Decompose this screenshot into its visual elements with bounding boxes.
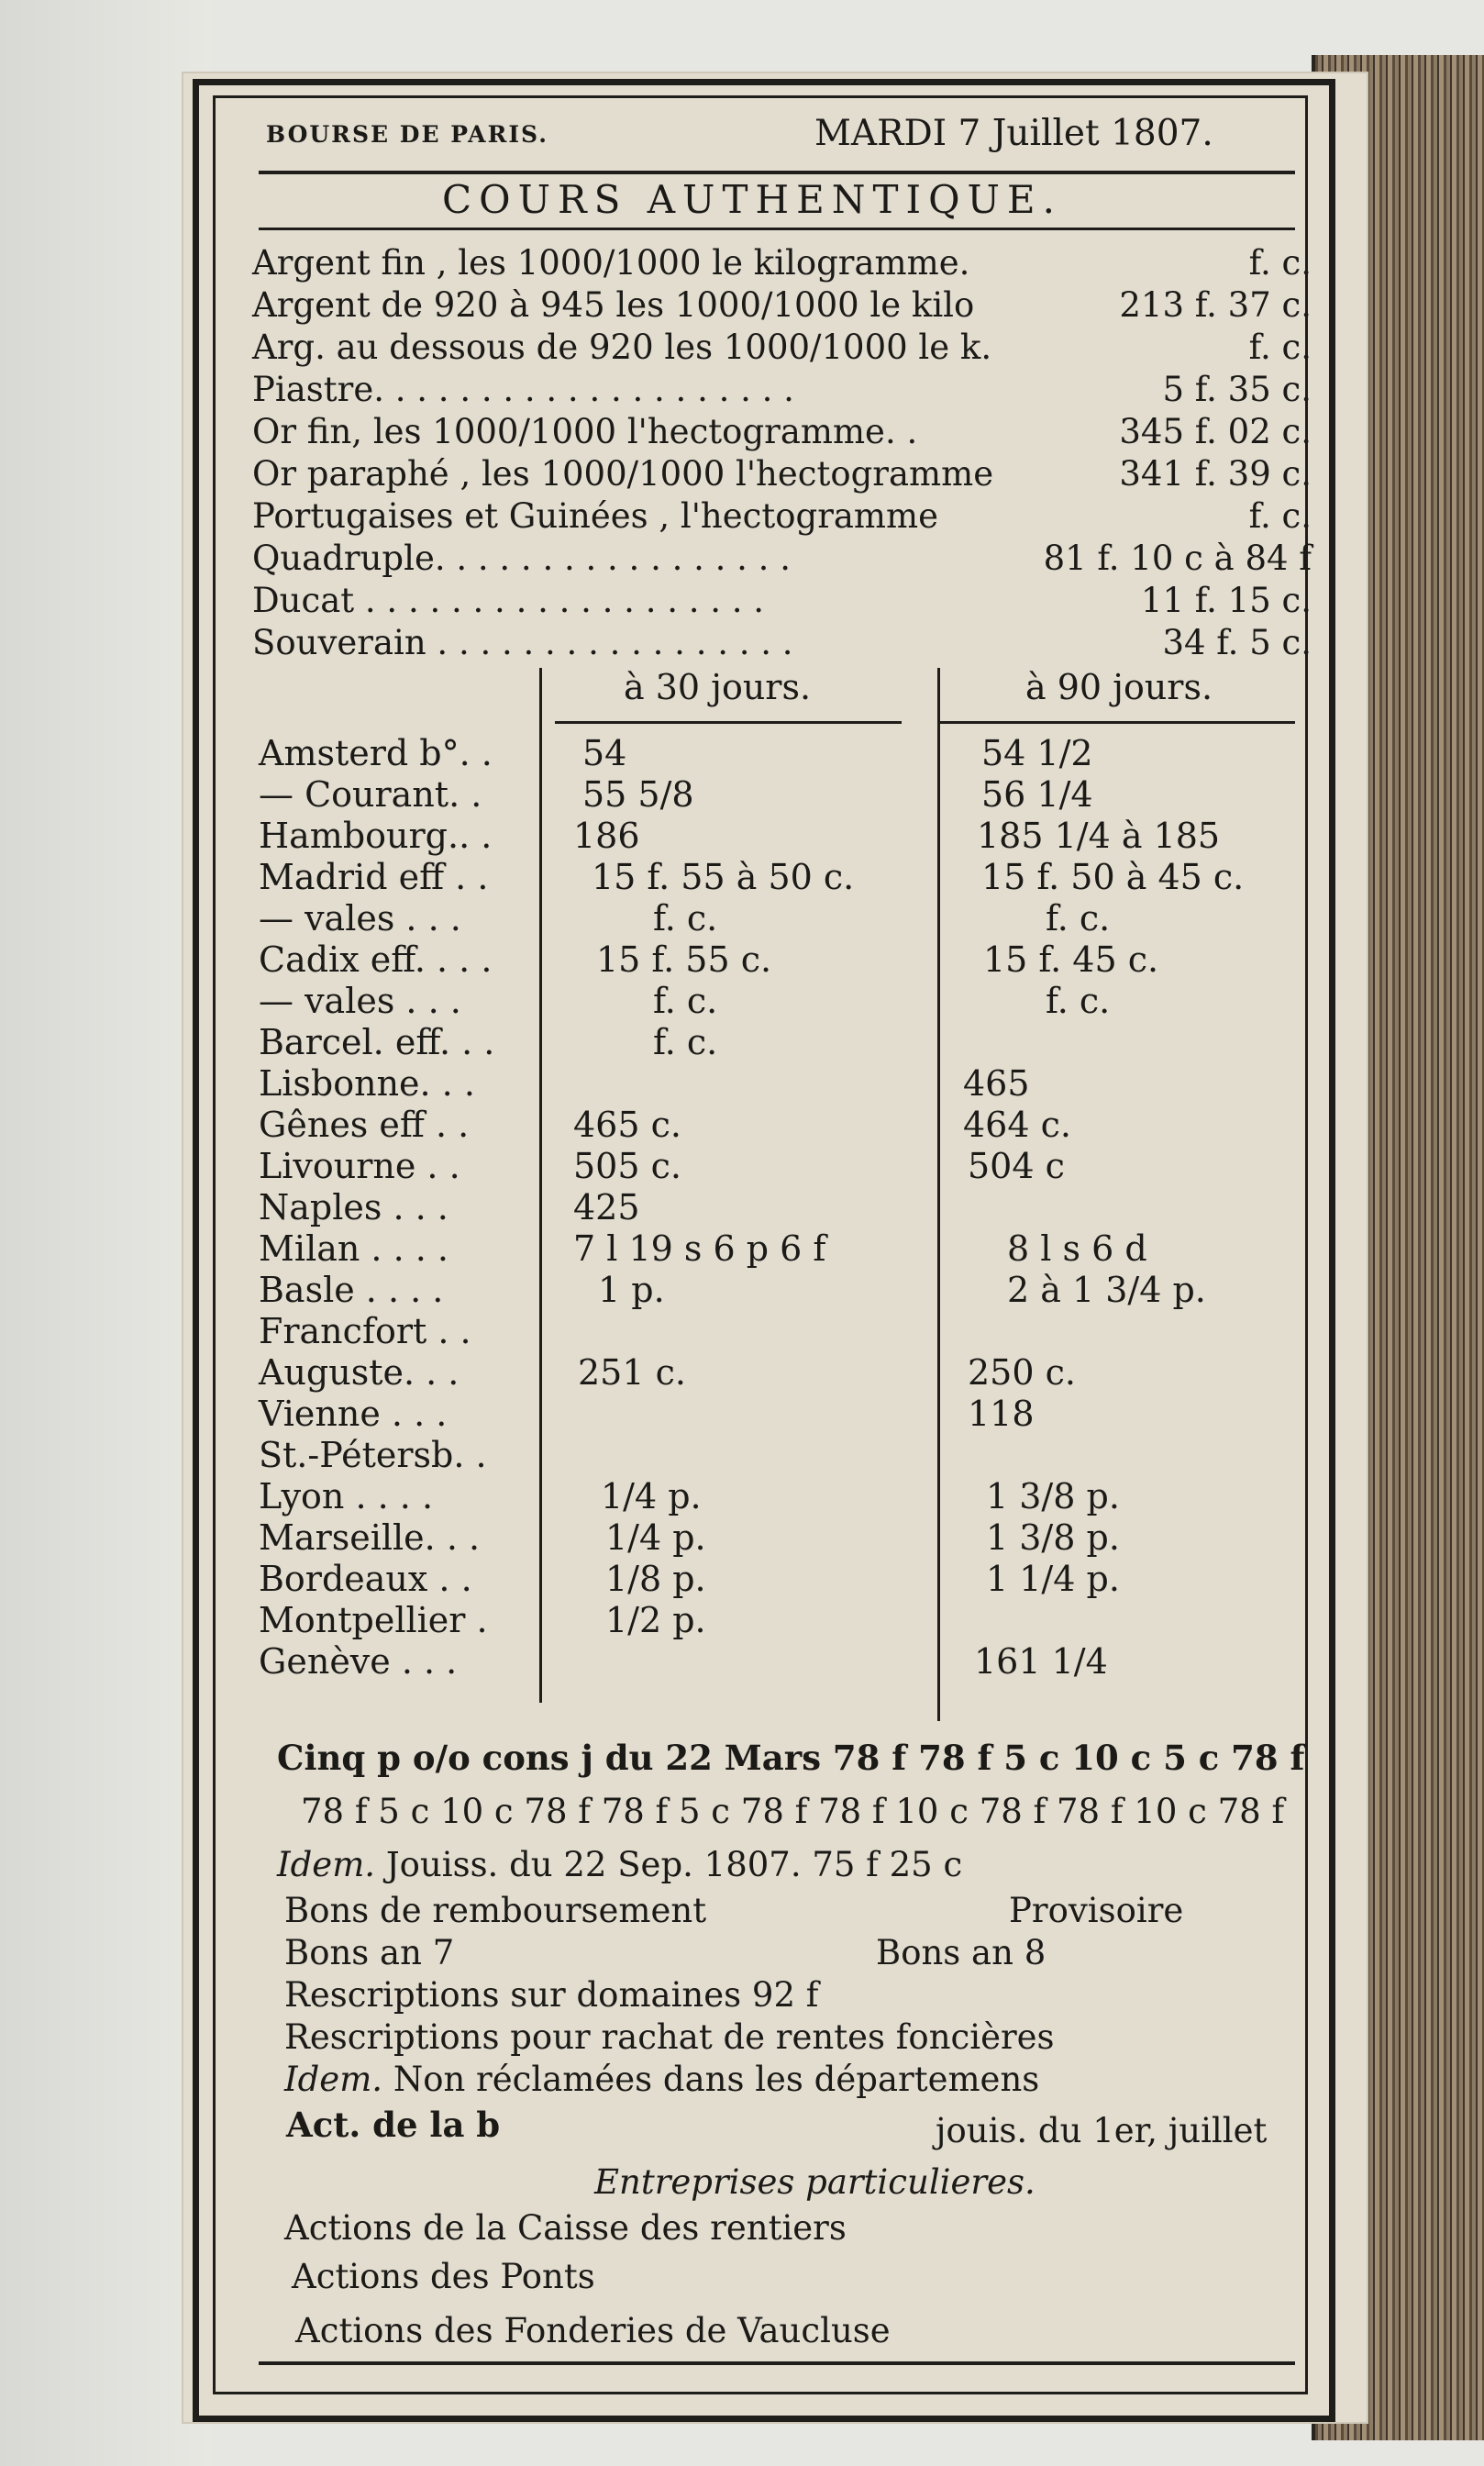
exchange-place: St.-Pétersb. . — [259, 1435, 487, 1475]
exchange-90: 1 1/4 p. — [986, 1559, 1120, 1599]
funds-line: Bons an 8 — [876, 1933, 1047, 1972]
exchange-90: 250 c. — [968, 1352, 1076, 1393]
exchange-place: Lisbonne. . . — [259, 1063, 475, 1104]
header-date: MARDI 7 Juillet 1807. — [814, 113, 1213, 154]
exchange-place: Lyon . . . . — [259, 1476, 434, 1516]
metal-row: Souverain . . . . . . . . . . . . . . . . . 34 f. 5 c. — [252, 623, 1312, 662]
exchange-place: Milan . . . . — [259, 1228, 449, 1269]
exchange-90: 465 — [963, 1063, 1030, 1104]
funds-line: Idem. Jouiss. du 22 Sep. 1807. 75 f 25 c — [277, 1845, 963, 1884]
funds-line: Cinq p o/o cons j du 22 Mars 78 f 78 f 5 c 10 c 5 c 78 f — [277, 1738, 1305, 1778]
exchange-place: Basle . . . . — [259, 1270, 444, 1310]
col30-underline — [555, 721, 902, 724]
exchange-place: Marseille. . . — [259, 1517, 481, 1558]
footer-rule — [259, 2361, 1295, 2365]
exchange-90: 8 l s 6 d — [1007, 1228, 1147, 1269]
funds-line: Provisoire — [1009, 1891, 1184, 1930]
exchange-30: 1 p. — [598, 1270, 665, 1310]
exchange-place: Cadix eff. . . . — [259, 939, 493, 980]
metal-row: Portugaises et Guinées , l'hectogramme f. c. — [252, 496, 1312, 536]
exchange-30: f. c. — [653, 898, 718, 939]
funds-line: Bons an 7 — [284, 1933, 455, 1972]
exchange-90: 118 — [968, 1394, 1035, 1434]
metal-row: Argent de 920 à 945 les 1000/1000 le kilo 213 f. 37 c. — [252, 285, 1312, 325]
exchange-90: 54 1/2 — [981, 733, 1093, 773]
funds-line: Bons de remboursement — [284, 1891, 707, 1930]
exchange-place: Montpellier . — [259, 1600, 488, 1640]
column-rule-right — [937, 668, 940, 1721]
exchange-place: Gênes eff . . — [259, 1105, 470, 1145]
col90-underline — [937, 721, 1295, 724]
exchange-30: 251 c. — [578, 1352, 686, 1393]
metal-row: Quadruple. . . . . . . . . . . . . . . . . 81 f. 10 c à 84 f — [252, 539, 1312, 578]
exchange-place: Bordeaux . . — [259, 1559, 472, 1599]
exchange-place: Livourne . . — [259, 1146, 460, 1186]
private-item: Actions des Ponts — [292, 2257, 595, 2296]
funds-line: jouis. du 1er, juillet — [936, 2111, 1268, 2150]
funds-line: Act. de la b — [286, 2105, 501, 2145]
exchange-30: 1/4 p. — [605, 1517, 706, 1558]
exchange-place: Francfort . . — [259, 1311, 471, 1351]
exchange-30: 465 c. — [573, 1105, 681, 1145]
exchange-90: 15 f. 50 à 45 c. — [981, 857, 1245, 897]
exchange-30: 1/2 p. — [605, 1600, 706, 1640]
exchange-place: — vales . . . — [259, 898, 461, 939]
col90-header: à 90 jours. — [1025, 667, 1213, 707]
exchange-30: 55 5/8 — [582, 774, 694, 815]
exchange-90: 1 3/8 p. — [986, 1476, 1120, 1516]
exchange-90: 56 1/4 — [981, 774, 1093, 815]
title-rule — [259, 228, 1295, 230]
header-bourse: BOURSE DE PARIS. — [266, 121, 548, 148]
private-title: Entreprises particulieres. — [594, 2162, 1035, 2202]
exchange-place: Genève . . . — [259, 1641, 458, 1682]
funds-line: 78 f 5 c 10 c 78 f 78 f 5 c 78 f 78 f 10 c 78 f 78 f 10 c 78 f — [301, 1792, 1285, 1831]
col30-header: à 30 jours. — [624, 667, 812, 707]
exchange-90: 15 f. 45 c. — [983, 939, 1159, 980]
metal-row: Ducat . . . . . . . . . . . . . . . . . . . 11 f. 15 c. — [252, 581, 1312, 620]
exchange-90: 1 3/8 p. — [986, 1517, 1120, 1558]
metal-row: Or paraphé , les 1000/1000 l'hectogramme 341 f. 39 c. — [252, 454, 1312, 494]
exchange-place: Vienne . . . — [259, 1394, 448, 1434]
exchange-30: f. c. — [653, 981, 718, 1021]
private-item: Actions des Fonderies de Vaucluse — [295, 2311, 891, 2350]
funds-line: Idem. Non réclamées dans les départemens — [284, 2060, 1040, 2099]
facing-page — [0, 0, 211, 2466]
exchange-30: 7 l 19 s 6 p 6 f — [573, 1228, 826, 1269]
exchange-90: f. c. — [1046, 981, 1111, 1021]
section-title: COURS AUTHENTIQUE. — [442, 177, 1062, 222]
exchange-30: 186 — [573, 816, 640, 856]
column-rule-left — [539, 668, 542, 1703]
exchange-30: 15 f. 55 c. — [596, 939, 772, 980]
exchange-30: 15 f. 55 à 50 c. — [592, 857, 855, 897]
funds-line: Rescriptions sur domaines 92 f — [284, 1975, 819, 2015]
exchange-90: f. c. — [1046, 898, 1111, 939]
exchange-90: 2 à 1 3/4 p. — [1007, 1270, 1206, 1310]
exchange-place: — vales . . . — [259, 981, 461, 1021]
exchange-place: Naples . . . — [259, 1187, 449, 1227]
exchange-90: 464 c. — [963, 1105, 1071, 1145]
metal-row: Arg. au dessous de 920 les 1000/1000 le k. f. c. — [252, 328, 1312, 367]
exchange-30: 54 — [582, 733, 627, 773]
metal-row: Piastre. . . . . . . . . . . . . . . . . . . . 5 f. 35 c. — [252, 370, 1312, 409]
exchange-place: Auguste. . . — [259, 1352, 460, 1393]
exchange-place: — Courant. . — [259, 774, 482, 815]
exchange-30: 425 — [573, 1187, 640, 1227]
exchange-90: 504 c — [968, 1146, 1065, 1186]
exchange-place: Hambourg.. . — [259, 816, 493, 856]
exchange-90: 185 1/4 à 185 — [977, 816, 1221, 856]
private-item: Actions de la Caisse des rentiers — [284, 2208, 847, 2248]
exchange-place: Madrid eff . . — [259, 857, 489, 897]
exchange-30: f. c. — [653, 1022, 718, 1062]
funds-line: Rescriptions pour rachat de rentes foncières — [284, 2017, 1055, 2057]
header-rule — [259, 171, 1295, 174]
exchange-90: 161 1/4 — [974, 1641, 1108, 1682]
exchange-30: 505 c. — [573, 1146, 681, 1186]
exchange-30: 1/8 p. — [605, 1559, 706, 1599]
exchange-30: 1/4 p. — [601, 1476, 702, 1516]
metal-row: Argent fin , les 1000/1000 le kilogramme. f. c. — [252, 243, 1312, 283]
metal-row: Or fin, les 1000/1000 l'hectogramme. . 345 f. 02 c. — [252, 412, 1312, 451]
exchange-place: Amsterd b°. . — [259, 733, 493, 773]
exchange-place: Barcel. eff. . . — [259, 1022, 495, 1062]
